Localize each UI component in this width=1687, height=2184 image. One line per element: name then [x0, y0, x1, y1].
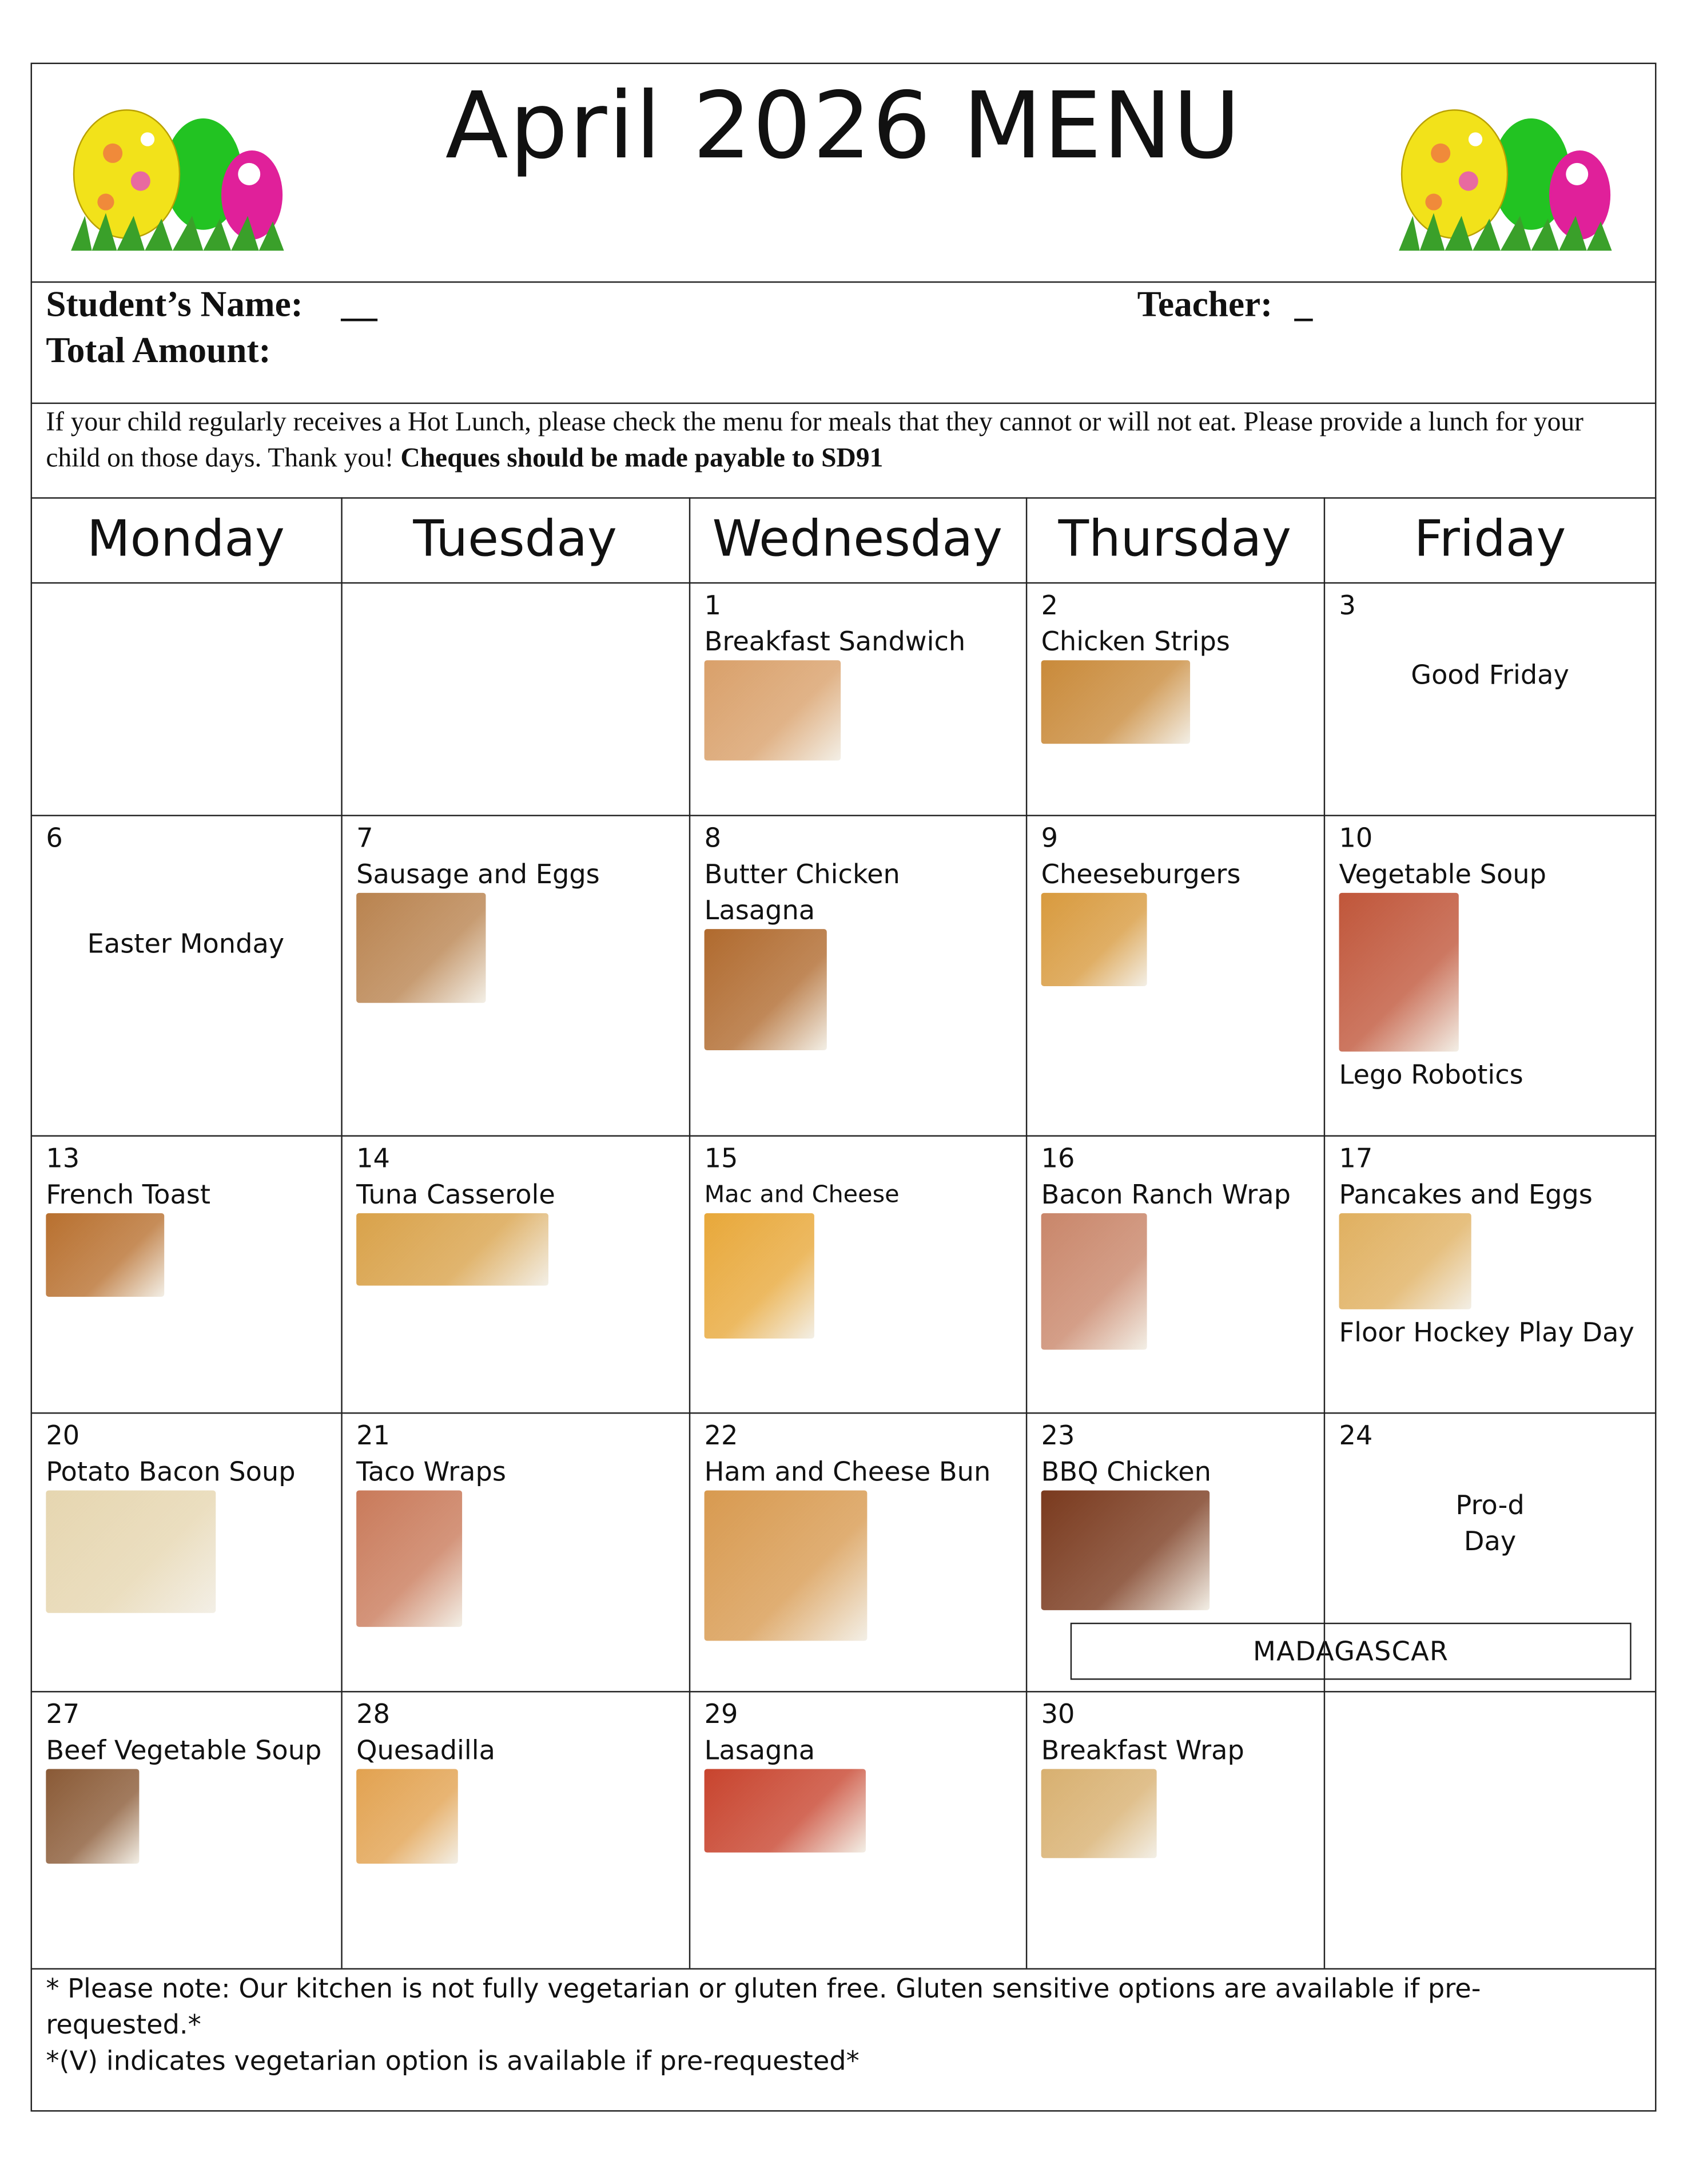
ham-and-cheese-bun-image	[705, 1490, 868, 1641]
divider	[31, 1135, 1657, 1137]
day-cell	[1324, 1691, 1657, 1968]
footer-line-2: *(V) indicates vegetarian option is available if pre-requested*	[46, 2046, 860, 2077]
cheeseburger-image	[1041, 893, 1147, 986]
day-number: 29	[704, 1699, 738, 1730]
mac-and-cheese-image	[705, 1213, 814, 1339]
butter-chicken-lasagna-image	[705, 929, 827, 1050]
teacher-field[interactable]: _	[1294, 284, 1313, 325]
meal-name: Vegetable Soup	[1339, 859, 1546, 890]
day-number: 2	[1041, 590, 1059, 622]
day-header-monday: Monday	[86, 511, 285, 569]
day-number: 6	[46, 823, 63, 854]
divider	[1324, 497, 1325, 1968]
day-number: 24	[1339, 1420, 1373, 1452]
bacon-ranch-wrap-image	[1041, 1213, 1147, 1350]
day-number: 23	[1041, 1420, 1075, 1452]
day-cell	[1324, 1135, 1657, 1413]
holiday-label: Good Friday	[1411, 660, 1569, 691]
day-cell	[341, 815, 689, 1135]
meal-name: Taco Wraps	[356, 1457, 506, 1488]
breakfast-wrap-image	[1041, 1769, 1157, 1858]
day-number: 1	[704, 590, 722, 622]
day-header-tuesday: Tuesday	[413, 511, 617, 569]
day-number: 28	[356, 1699, 390, 1730]
meal-name: Sausage and Eggs	[356, 859, 600, 890]
beef-vegetable-soup-image	[46, 1769, 139, 1864]
lasagna-image	[705, 1769, 866, 1852]
teacher-label: Teacher:	[1137, 284, 1273, 325]
day-number: 21	[356, 1420, 390, 1452]
vegetable-soup-image	[1339, 893, 1459, 1052]
day-number: 7	[356, 823, 373, 854]
day-cell	[689, 1412, 1026, 1691]
student-name-label: Student’s Name:	[46, 284, 303, 325]
potato-bacon-soup-image	[46, 1490, 216, 1613]
day-number: 30	[1041, 1699, 1075, 1730]
footer-line-1: * Please note: Our kitchen is not fully vegetarian or gluten free. Gluten sensitive options are available if pre-requested.*	[46, 1973, 1481, 2041]
divider	[31, 582, 1657, 583]
pancakes-and-eggs-image	[1339, 1213, 1471, 1309]
day-cell	[31, 1135, 341, 1413]
notice-cheques: Cheques should be made payable to SD91	[400, 444, 884, 474]
taco-wraps-image	[356, 1490, 462, 1627]
day-number: 13	[46, 1143, 80, 1174]
meal-name: Potato Bacon Soup	[46, 1457, 296, 1488]
total-amount-label: Total Amount:	[46, 330, 271, 371]
breakfast-sandwich-image	[705, 660, 841, 760]
day-cell	[341, 1135, 689, 1413]
day-number: 16	[1041, 1143, 1075, 1174]
divider	[1026, 497, 1027, 1968]
day-cell	[689, 1691, 1026, 1968]
divider	[689, 497, 690, 1968]
day-cell	[31, 1412, 341, 1691]
day-cell	[689, 1135, 1026, 1413]
footer-notes	[46, 1971, 1605, 2080]
day-header-friday: Friday	[1414, 511, 1566, 569]
meal-name: Butter Chicken Lasagna	[704, 859, 900, 927]
notice-text	[46, 406, 1633, 478]
divider	[31, 1412, 1657, 1413]
page-title: April 2026 MENU	[445, 72, 1242, 180]
event-note: Floor Hockey Play Day	[1339, 1317, 1634, 1349]
meal-name: Cheeseburgers	[1041, 859, 1241, 890]
student-name-field[interactable]: __	[341, 284, 377, 325]
day-header-thursday: Thursday	[1058, 511, 1292, 569]
divider	[31, 1968, 1657, 1969]
meal-name: Breakfast Wrap	[1041, 1736, 1244, 1766]
holiday-label: Easter Monday	[87, 929, 285, 960]
quesadilla-image	[356, 1769, 458, 1864]
day-cell	[31, 815, 341, 1135]
divider	[31, 403, 1657, 404]
day-number: 8	[704, 823, 722, 854]
event-banner-madagascar: MADAGASCAR	[1071, 1623, 1632, 1680]
day-cell	[341, 1691, 689, 1968]
meal-name: Chicken Strips	[1041, 626, 1230, 658]
day-cell	[1324, 582, 1657, 815]
day-number: 10	[1339, 823, 1373, 854]
holiday-label: Pro-d Day	[1455, 1490, 1525, 1558]
notice-body: If your child regularly receives a Hot Lunch, please check the menu for meals that they cannot or will not eat. Please provide a lunch for your child on those days. Thank you!	[46, 408, 1583, 474]
day-cell	[341, 582, 689, 815]
meal-name: BBQ Chicken	[1041, 1457, 1211, 1488]
bbq-chicken-image	[1041, 1490, 1210, 1610]
day-cell	[1324, 815, 1657, 1135]
day-number: 22	[704, 1420, 738, 1452]
day-cell	[31, 582, 341, 815]
meal-name: Bacon Ranch Wrap	[1041, 1180, 1291, 1211]
day-number: 27	[46, 1699, 80, 1730]
chicken-strips-image	[1041, 660, 1190, 744]
divider	[31, 1691, 1657, 1692]
day-number: 20	[46, 1420, 80, 1452]
meal-name: Beef Vegetable Soup	[46, 1736, 322, 1766]
meal-name: Quesadilla	[356, 1736, 495, 1766]
day-header-wednesday: Wednesday	[712, 511, 1003, 569]
divider	[341, 497, 342, 1968]
day-cell	[1026, 582, 1324, 815]
meal-name: Mac and Cheese	[704, 1181, 900, 1209]
day-number: 9	[1041, 823, 1059, 854]
day-number: 17	[1339, 1143, 1373, 1174]
meal-name: French Toast	[46, 1180, 211, 1211]
day-cell	[31, 1691, 341, 1968]
day-cell	[341, 1412, 689, 1691]
day-cell	[1026, 1135, 1324, 1413]
meal-name: Breakfast Sandwich	[704, 626, 966, 658]
day-cell	[1026, 815, 1324, 1135]
day-cell	[689, 582, 1026, 815]
meal-name: Lasagna	[704, 1736, 815, 1766]
french-toast-image	[46, 1213, 164, 1297]
sausage-and-eggs-image	[356, 893, 486, 1003]
meal-name: Pancakes and Eggs	[1339, 1180, 1593, 1211]
day-cell	[689, 815, 1026, 1135]
day-number: 3	[1339, 590, 1356, 622]
day-number: 14	[356, 1143, 390, 1174]
tuna-casserole-image	[356, 1213, 548, 1286]
divider	[31, 281, 1657, 283]
meal-name: Tuna Casserole	[356, 1180, 555, 1211]
divider	[31, 815, 1657, 816]
day-number: 15	[704, 1143, 738, 1174]
day-cell	[1026, 1691, 1324, 1968]
divider	[31, 497, 1657, 498]
event-note: Lego Robotics	[1339, 1060, 1523, 1091]
meal-name: Ham and Cheese Bun	[704, 1457, 991, 1488]
